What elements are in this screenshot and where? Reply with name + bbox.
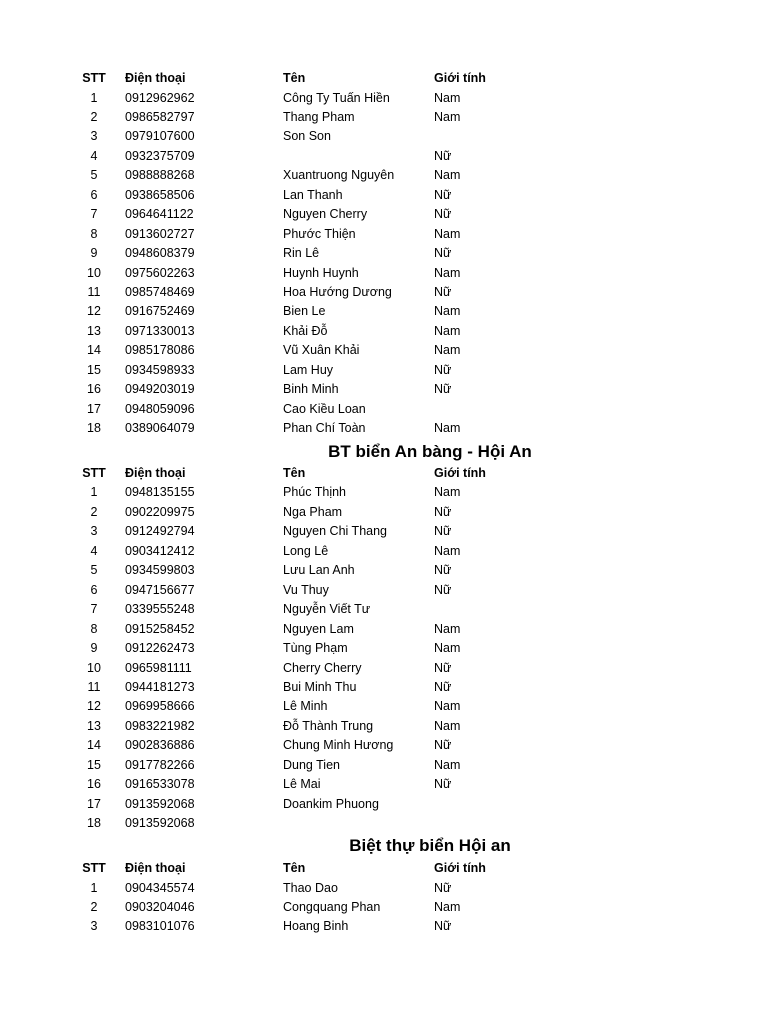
table-row [0,166,768,186]
cell-gender: Nữ [434,246,452,260]
header-stt: STT [82,861,106,875]
cell-stt: 10 [87,660,101,675]
table-row [0,522,768,542]
table-row [0,814,768,834]
cell-phone: 0983221982 [125,718,195,733]
cell-gender: Nữ [434,524,452,539]
cell-gender: Nữ [434,362,452,377]
cell-phone: 0975602263 [125,265,195,280]
cell-phone: 0912262473 [125,641,195,655]
header-gender: Giới tính [434,71,486,85]
cell-phone: 0915258452 [125,621,195,636]
cell-stt: 9 [90,246,98,260]
cell-stt: 17 [87,796,101,811]
table-row [0,717,768,737]
cell-gender: Nữ [434,919,452,934]
table-row [0,561,768,581]
cell-gender: Nữ [434,187,452,202]
header-stt: STT [82,71,106,85]
cell-phone: 0902836886 [125,738,195,753]
cell-phone: 0903412412 [125,543,195,558]
cell-stt: 15 [87,757,101,772]
cell-name: Thang Pham [283,109,355,124]
cell-phone: 0912962962 [125,90,195,105]
cell-stt: 3 [90,524,98,539]
cell-phone: 0948059096 [125,401,195,416]
cell-gender: Nữ [434,563,452,578]
cell-phone: 0912492794 [125,524,195,539]
cell-name: Phước Thiện [283,226,356,241]
table-row [0,264,768,284]
cell-gender: Nam [434,718,461,733]
cell-stt: 1 [90,90,98,105]
cell-stt: 13 [87,718,101,733]
cell-name: Cherry Cherry [283,660,362,675]
cell-gender: Nữ [434,284,452,299]
cell-gender: Nam [434,543,461,558]
cell-gender: Nam [434,757,461,772]
cell-stt: 16 [87,382,101,397]
table-row [0,244,768,264]
cell-name: Binh Minh [283,382,339,397]
cell-gender: Nam [434,421,461,436]
cell-stt: 17 [87,401,101,416]
cell-phone: 0913592068 [125,816,195,831]
cell-phone: 0948608379 [125,246,195,260]
section-title: Biệt thự biển Hội an [349,836,511,855]
cell-stt: 6 [90,582,98,597]
table-row [0,147,768,167]
cell-name: Nguyen Lam [283,621,354,636]
header-phone: Điện thoại [125,71,186,85]
cell-name: Doankim Phuong [283,796,379,811]
cell-stt: 3 [90,129,98,144]
cell-stt: 7 [90,207,98,222]
cell-stt: 8 [90,621,98,636]
cell-name: Chung Minh Hương [283,738,394,753]
cell-phone: 0389064079 [125,421,195,436]
cell-phone: 0934598933 [125,362,195,377]
cell-stt: 12 [87,699,101,714]
cell-name: Vu Thuy [283,582,329,597]
cell-phone: 0917782266 [125,757,195,772]
cell-phone: 0983101076 [125,919,195,934]
cell-name: Lê Minh [283,699,328,714]
cell-name: Nguyen Chi Thang [283,524,388,539]
cell-stt: 5 [90,168,98,183]
cell-stt: 4 [90,543,98,558]
cell-stt: 14 [87,738,101,753]
table-row [0,795,768,815]
cell-stt: 10 [87,265,101,280]
table-row [0,917,768,937]
table-header-row [0,69,768,89]
cell-stt: 5 [90,563,98,578]
cell-phone: 0944181273 [125,680,195,694]
cell-phone: 0938658506 [125,187,195,202]
cell-stt: 16 [87,777,101,792]
section-title: BT biển An bàng - Hội An [328,442,532,461]
cell-phone: 0947156677 [125,582,195,597]
table-row [0,639,768,659]
cell-name: Bien Le [283,304,326,319]
table-row [0,341,768,361]
cell-stt: 18 [87,421,101,436]
header-phone: Điện thoại [125,466,186,480]
cell-stt: 12 [87,304,101,319]
table-row [0,659,768,679]
cell-phone: 0986582797 [125,109,195,124]
cell-gender: Nữ [434,660,452,675]
cell-name: Nguyễn Viết Tư [283,602,371,617]
cell-gender: Nam [434,168,461,183]
cell-name: Lê Mai [283,777,321,792]
cell-name: Hoang Binh [283,919,349,934]
cell-phone: 0948135155 [125,485,195,500]
cell-name: Xuantruong Nguyên [283,168,395,183]
cell-gender: Nam [434,621,461,636]
cell-gender: Nữ [434,582,452,597]
cell-gender: Nữ [434,738,452,753]
cell-gender: Nữ [434,504,452,519]
cell-gender: Nam [434,109,461,124]
cell-name: Khải Đỗ [283,323,328,338]
cell-name: Bui Minh Thu [283,680,357,694]
cell-phone: 0949203019 [125,382,195,397]
cell-stt: 9 [90,641,98,655]
cell-phone: 0985748469 [125,284,195,299]
cell-stt: 8 [90,226,98,241]
cell-gender: Nữ [434,148,452,163]
cell-phone: 0339555248 [125,602,195,617]
table-row [0,380,768,400]
cell-name: Long Lê [283,543,329,558]
cell-gender: Nam [434,641,461,655]
cell-gender: Nam [434,265,461,280]
table-row [0,186,768,206]
table-row [0,483,768,503]
table-row [0,302,768,322]
cell-gender: Nữ [434,777,452,792]
table-header-row [0,464,768,484]
cell-name: Phúc Thịnh [283,485,347,500]
cell-stt: 11 [87,284,101,299]
table-row [0,775,768,795]
table-row [0,283,768,303]
cell-name: Thao Dao [283,880,338,895]
cell-phone: 0985178086 [125,343,195,358]
table-row [0,322,768,342]
cell-phone: 0913592068 [125,796,195,811]
cell-stt: 4 [90,148,98,163]
cell-stt: 2 [90,109,98,124]
cell-gender: Nữ [434,207,452,222]
cell-gender: Nữ [434,680,452,694]
cell-phone: 0971330013 [125,323,195,338]
cell-stt: 2 [90,504,98,519]
table-row [0,697,768,717]
cell-phone: 0969958666 [125,699,195,714]
cell-stt: 1 [90,485,98,500]
cell-name: Cao Kiều Loan [283,401,366,416]
table-row [0,225,768,245]
cell-name: Lưu Lan Anh [283,563,355,578]
cell-name: Huynh Huynh [283,265,359,280]
header-name: Tên [283,71,306,85]
cell-gender: Nữ [434,880,452,895]
table-row [0,756,768,776]
table-row [0,678,768,698]
table-row [0,89,768,109]
cell-name: Son Son [283,129,331,144]
header-gender: Giới tính [434,861,486,875]
cell-phone: 0903204046 [125,899,195,914]
cell-phone: 0916533078 [125,777,195,792]
cell-stt: 18 [87,816,101,831]
table-row [0,898,768,918]
table-row [0,205,768,225]
cell-stt: 1 [90,880,98,895]
cell-gender: Nam [434,699,461,714]
table-row [0,361,768,381]
cell-stt: 11 [87,680,101,694]
cell-name: Rin Lê [283,246,320,260]
table-row [0,879,768,899]
cell-phone: 0988888268 [125,168,195,183]
cell-gender: Nam [434,485,461,500]
cell-name: Congquang Phan [283,899,381,914]
table-row [0,400,768,420]
header-gender: Giới tính [434,466,486,480]
cell-stt: 13 [87,323,101,338]
cell-phone: 0904345574 [125,880,195,895]
cell-gender: Nam [434,899,461,914]
cell-stt: 7 [90,602,98,617]
cell-stt: 14 [87,343,101,358]
table-row [0,736,768,756]
table-row [0,419,768,439]
cell-phone: 0934599803 [125,563,195,578]
cell-stt: 15 [87,362,101,377]
cell-gender: Nam [434,343,461,358]
table-header-row [0,859,768,879]
cell-stt: 2 [90,899,98,914]
cell-name: Nguyen Cherry [283,207,368,222]
cell-name: Tùng Phạm [283,641,348,655]
cell-phone: 0932375709 [125,148,195,163]
table-row [0,620,768,640]
header-name: Tên [283,466,306,480]
cell-phone: 0964641122 [125,207,194,222]
cell-gender: Nam [434,226,461,241]
cell-name: Lam Huy [283,362,334,377]
cell-phone: 0965981111 [125,660,192,675]
cell-stt: 6 [90,187,98,202]
cell-gender: Nam [434,90,461,105]
table-row [0,108,768,128]
cell-name: Dung Tien [283,757,340,772]
cell-phone: 0979107600 [125,129,195,144]
table-row [0,127,768,147]
cell-name: Vũ Xuân Khải [283,343,360,358]
cell-stt: 3 [90,919,98,934]
cell-gender: Nam [434,304,461,319]
cell-name: Lan Thanh [283,187,343,202]
cell-name: Đỗ Thành Trung [283,718,374,733]
table-row [0,503,768,523]
cell-name: Nga Pham [283,504,343,519]
header-phone: Điện thoại [125,861,186,875]
table-row [0,581,768,601]
cell-name: Hoa Hướng Dương [283,284,392,299]
cell-gender: Nữ [434,382,452,397]
cell-name: Công Ty Tuấn Hiền [283,90,390,105]
cell-phone: 0916752469 [125,304,195,319]
table-row [0,542,768,562]
table-row [0,600,768,620]
header-name: Tên [283,861,306,875]
header-stt: STT [82,466,106,480]
cell-phone: 0902209975 [125,504,195,519]
cell-gender: Nam [434,323,461,338]
cell-name: Phan Chí Toàn [283,421,366,436]
cell-phone: 0913602727 [125,226,195,241]
